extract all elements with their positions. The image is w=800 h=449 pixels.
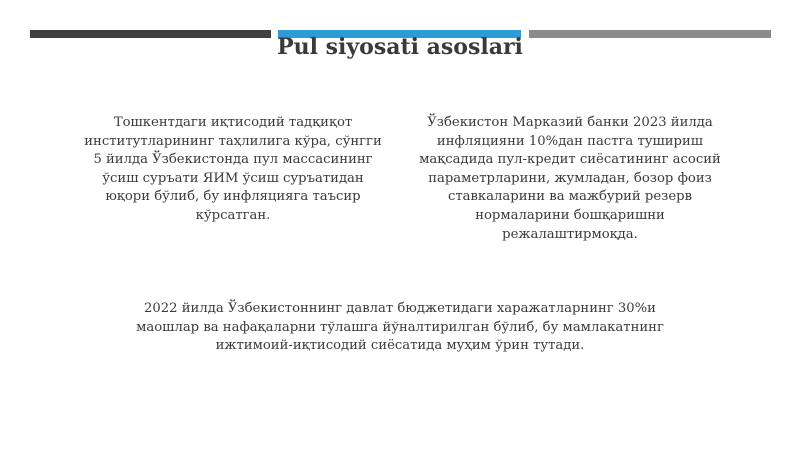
slide-title: Pul siyosati asoslari — [277, 34, 523, 60]
text-block-bottom: 2022 йилда Ўзбекистоннинг давлат бюджетидаги харажатларнинг 30%и маошлар ва нафақаларни тўлашга йўналтирилган бўлиб, бу мамлакатнинг ижтимоий-иқтисодий сиёсатида муҳим ўрин тутади. — [136, 301, 664, 354]
text-block-left: Тошкентдаги иқтисодий тадқиқот институтларининг таҳлилига кўра, сўнгги 5 йилда Ўзбекистонда пул массасининг ўсиш суръати ЯИМ ўсиш суръатидан юқори бўлиб, бу инфляцияга таъсир кўрсатган. — [84, 115, 382, 223]
text-block-right: Ўзбекистон Марказий банки 2023 йилда инфляцияни 10%дан пастга тушириш мақсадида пул-кредит сиёсатининг асосий параметрларини, жумладан, бозор фоиз ставкаларини ва мажбурий резерв нормаларини бошқаришни режалаштирмоқда. — [419, 115, 721, 242]
